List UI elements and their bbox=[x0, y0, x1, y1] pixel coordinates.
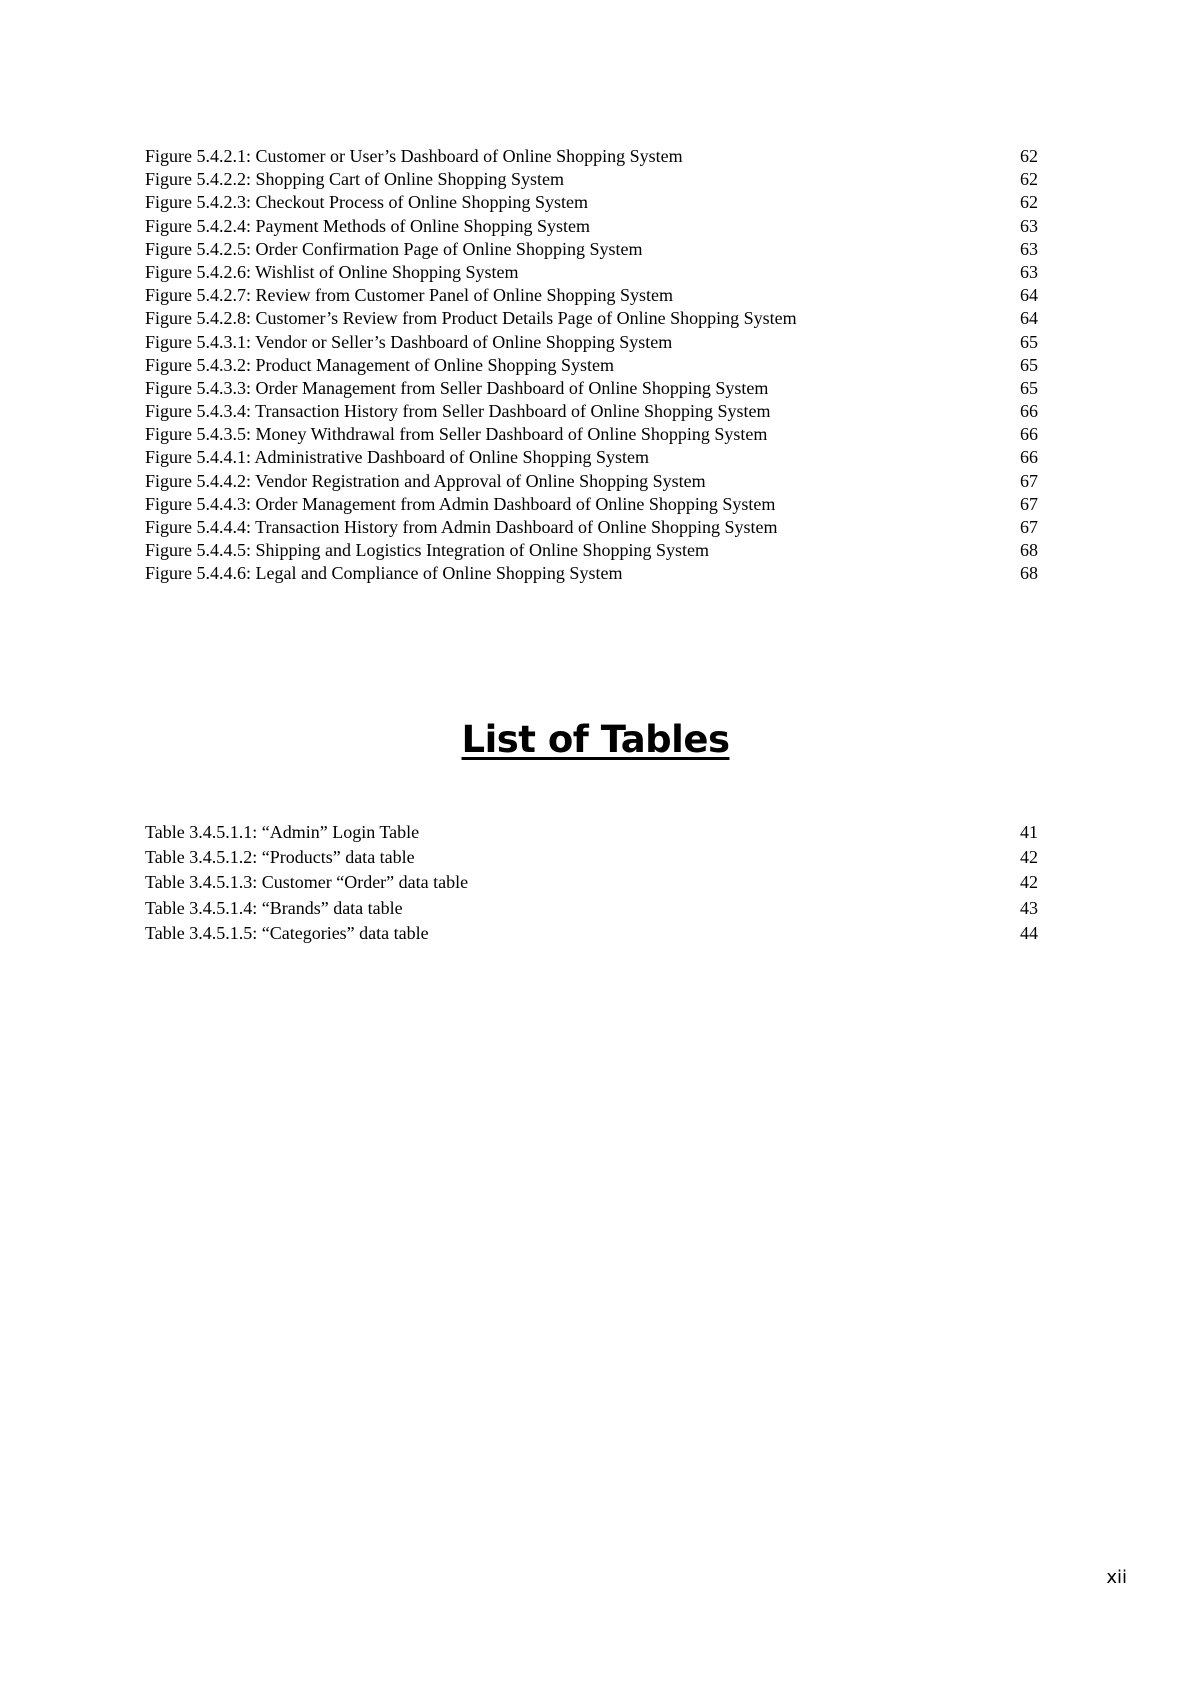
table-page-number: 42 bbox=[1020, 872, 1038, 893]
figure-label: Figure 5.4.3.5: Money Withdrawal from Seller Dashboard of Online Shopping System bbox=[145, 424, 768, 445]
figure-entry bbox=[145, 562, 1038, 585]
figure-entry bbox=[145, 423, 1038, 446]
figure-page-number: 65 bbox=[1020, 354, 1038, 375]
table-label: Table 3.4.5.1.2: “Products” data table bbox=[145, 847, 415, 868]
figure-entry bbox=[145, 215, 1038, 238]
figure-entry bbox=[145, 284, 1038, 307]
figure-label: Figure 5.4.4.5: Shipping and Logistics Integration of Online Shopping System bbox=[145, 540, 709, 561]
table-page-number: 44 bbox=[1020, 922, 1038, 943]
figure-label: Figure 5.4.3.1: Vendor or Seller’s Dashboard of Online Shopping System bbox=[145, 331, 673, 352]
figure-label: Figure 5.4.4.6: Legal and Compliance of Online Shopping System bbox=[145, 563, 623, 584]
figure-page-number: 62 bbox=[1020, 146, 1038, 166]
page-number: xii bbox=[1106, 1567, 1127, 1588]
figure-label: Figure 5.4.2.8: Customer’s Review from Product Details Page of Online Shopping System bbox=[145, 308, 797, 329]
table-entry bbox=[145, 845, 1038, 870]
figure-label: Figure 5.4.2.5: Order Confirmation Page of Online Shopping System bbox=[145, 238, 643, 259]
figure-entry bbox=[145, 377, 1038, 400]
figure-entry bbox=[145, 145, 1038, 168]
figure-label: Figure 5.4.3.3: Order Management from Seller Dashboard of Online Shopping System bbox=[145, 377, 769, 398]
figure-page-number: 67 bbox=[1020, 493, 1038, 514]
figure-label: Figure 5.4.2.3: Checkout Process of Online Shopping System bbox=[145, 192, 588, 213]
table-entry bbox=[145, 921, 1038, 946]
figure-page-number: 63 bbox=[1020, 261, 1038, 282]
table-page-number: 43 bbox=[1020, 897, 1038, 918]
figure-label: Figure 5.4.2.1: Customer or User’s Dashboard of Online Shopping System bbox=[145, 146, 683, 166]
figure-page-number: 67 bbox=[1020, 470, 1038, 491]
list-of-figures bbox=[145, 145, 1038, 586]
table-entry bbox=[145, 870, 1038, 895]
figure-entry bbox=[145, 516, 1038, 539]
figure-label: Figure 5.4.4.1: Administrative Dashboard of Online Shopping System bbox=[145, 447, 649, 468]
table-entry bbox=[145, 896, 1038, 921]
figure-page-number: 65 bbox=[1020, 377, 1038, 398]
figure-page-number: 66 bbox=[1020, 424, 1038, 445]
figure-entry bbox=[145, 307, 1038, 330]
figure-entry bbox=[145, 470, 1038, 493]
figure-label: Figure 5.4.2.7: Review from Customer Panel of Online Shopping System bbox=[145, 285, 673, 306]
figure-page-number: 66 bbox=[1020, 447, 1038, 468]
figure-entry bbox=[145, 493, 1038, 516]
figure-label: Figure 5.4.2.6: Wishlist of Online Shopping System bbox=[145, 261, 519, 282]
table-label: Table 3.4.5.1.1: “Admin” Login Table bbox=[145, 822, 420, 842]
figure-page-number: 63 bbox=[1020, 215, 1038, 236]
figure-label: Figure 5.4.3.4: Transaction History from Seller Dashboard of Online Shopping System bbox=[145, 401, 771, 422]
table-label: Table 3.4.5.1.5: “Categories” data table bbox=[145, 922, 429, 943]
figure-label: Figure 5.4.3.2: Product Management of Online Shopping System bbox=[145, 354, 614, 375]
figure-entry bbox=[145, 539, 1038, 562]
list-of-tables bbox=[145, 820, 1038, 946]
figure-page-number: 64 bbox=[1020, 285, 1038, 306]
figure-page-number: 63 bbox=[1020, 238, 1038, 259]
list-of-tables-heading-text: List of Tables bbox=[461, 718, 730, 761]
figure-label: Figure 5.4.4.3: Order Management from Admin Dashboard of Online Shopping System bbox=[145, 493, 776, 514]
figure-entry bbox=[145, 168, 1038, 191]
table-label: Table 3.4.5.1.3: Customer “Order” data table bbox=[145, 872, 469, 893]
table-page-number: 41 bbox=[1020, 822, 1038, 842]
figure-label: Figure 5.4.2.4: Payment Methods of Online Shopping System bbox=[145, 215, 590, 236]
table-entry bbox=[145, 820, 1038, 845]
figure-page-number: 65 bbox=[1020, 331, 1038, 352]
table-page-number: 42 bbox=[1020, 847, 1038, 868]
figure-label: Figure 5.4.4.4: Transaction History from Admin Dashboard of Online Shopping System bbox=[145, 517, 778, 537]
table-label: Table 3.4.5.1.4: “Brands” data table bbox=[145, 897, 403, 918]
figure-entry bbox=[145, 238, 1038, 261]
list-of-tables-heading bbox=[0, 716, 1191, 764]
figure-page-number: 68 bbox=[1020, 540, 1038, 561]
figure-entry bbox=[145, 261, 1038, 284]
figure-label: Figure 5.4.2.2: Shopping Cart of Online Shopping System bbox=[145, 169, 565, 190]
figure-entry bbox=[145, 354, 1038, 377]
figure-entry bbox=[145, 400, 1038, 423]
figure-entry bbox=[145, 446, 1038, 469]
figure-page-number: 67 bbox=[1020, 517, 1038, 537]
figure-page-number: 66 bbox=[1020, 401, 1038, 422]
figure-page-number: 62 bbox=[1020, 192, 1038, 213]
figure-page-number: 64 bbox=[1020, 308, 1038, 329]
figure-label: Figure 5.4.4.2: Vendor Registration and Approval of Online Shopping System bbox=[145, 470, 706, 491]
figure-entry bbox=[145, 331, 1038, 354]
figure-page-number: 68 bbox=[1020, 563, 1038, 584]
figure-page-number: 62 bbox=[1020, 169, 1038, 190]
figure-entry bbox=[145, 191, 1038, 214]
